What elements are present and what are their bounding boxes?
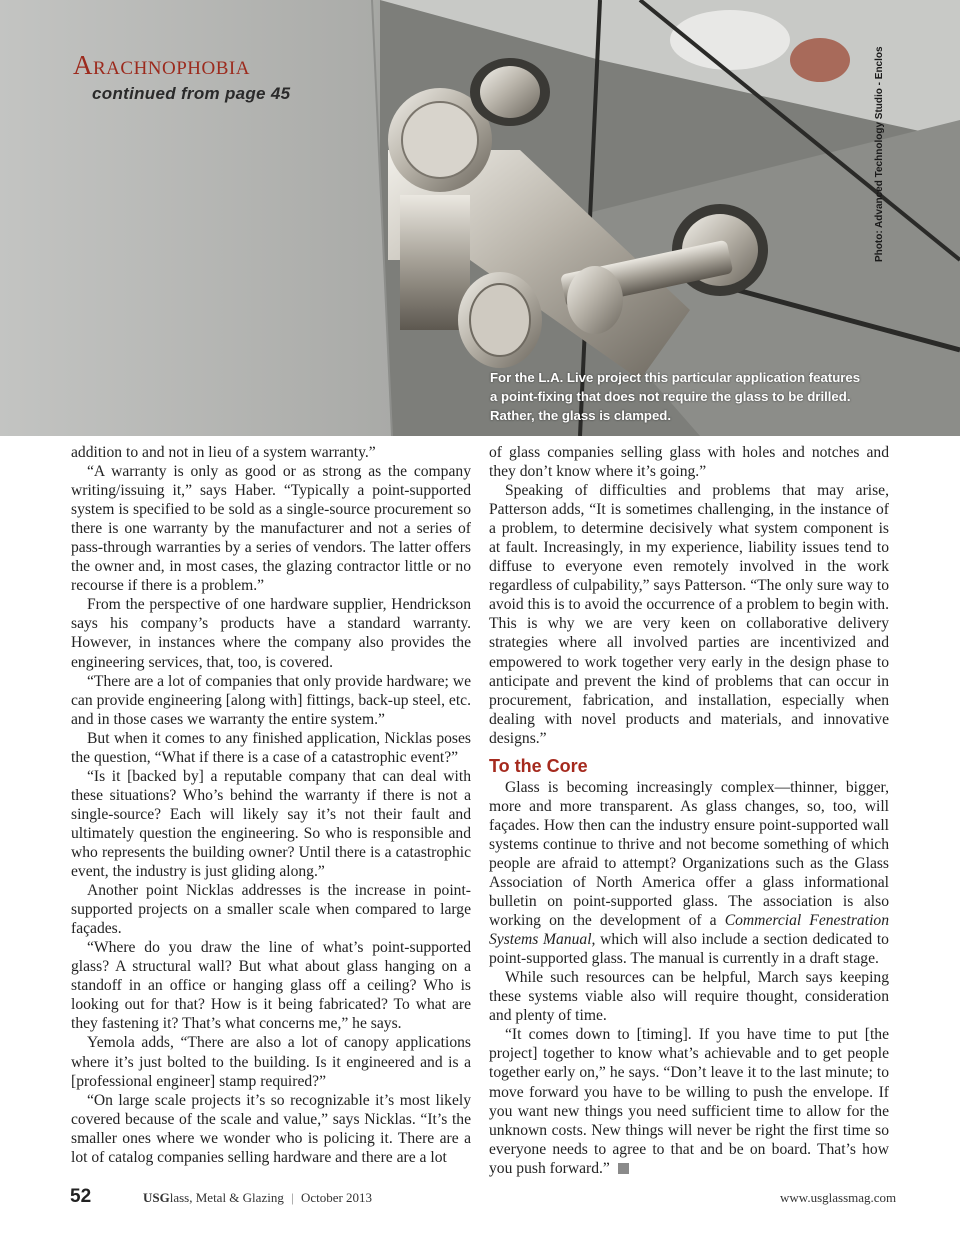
end-of-article-icon [618, 1163, 629, 1174]
page-number: 52 [70, 1186, 92, 1207]
body-paragraph: “On large scale projects it’s so recognizable it’s most likely covered because of the scale and value,” says Nicklas. “It’s the smaller ones where we wonder who is policing it. There are a lot of catalog companies selling hardware and there are a lot [71, 1091, 471, 1166]
right-text-column [489, 443, 889, 1178]
body-paragraph: of glass companies selling glass with holes and notches and they don’t know where it’s going.” [489, 444, 889, 481]
body-paragraph: But when it comes to any finished application, Nicklas poses the question, “What if there is a case of a catastrophic event?” [71, 729, 471, 766]
photo-credit: Photo: Advanced Technology Studio - Enclos [874, 46, 885, 262]
section-subhead: To the Core [489, 755, 588, 776]
body-paragraph: “There are a lot of companies that only provide hardware; we can provide engineering [along with] fittings, back-up steel, etc. and in those cases we warranty the entire system.” [71, 672, 471, 728]
text-run: Glass is becoming increasingly complex—thinner, bigger, more and more transparent. As glass changes, so, too, will façades. How then can the industry ensure point-supported wall systems continue to thrive and not become something of which people are afraid to attempt? Organizations such as the Glass Association of North America offer a glass informational bulletin on point-supported glass. The association is also working on the development of a [489, 778, 889, 930]
body-paragraph: “A warranty is only as good or as strong as the company writing/issuing it,” says Haber. “Typically a point-supported system is specified to be sold as a single-source procurement so there is one warranty by the manufacturer and not a series of pass-through warranties by a series of vendors. The latter offers the owner and, in most cases, the glazing contractor little or no recourse if there is a problem.” [71, 463, 471, 595]
text-run: “It comes down to [timing]. If you have time to put [the project] together to know what’s achievable and to get people together early on,” he says. “Don’t leave it to the last minute; to move forward you have to be willing to push the envelope. If you want new things you need sufficient time to allow for the unknown costs. New things will never be right the first time so everyone needs to agree to that and be on board. That’s how you push forward.” [489, 1026, 889, 1177]
magazine-brand: USG [143, 1190, 170, 1205]
body-paragraph [489, 1025, 889, 1177]
body-paragraph: Yemola adds, “There are also a lot of canopy applications where it’s just bolted to the building. Is it engineered and is a [professional engineer] stamp required?” [71, 1034, 471, 1090]
body-paragraph [489, 778, 889, 968]
website-link[interactable]: www.usglassmag.com [780, 1190, 897, 1205]
magazine-name: lass, Metal & Glazing [169, 1190, 284, 1205]
page-footer [0, 1180, 960, 1210]
body-paragraph: “Is it [backed by] a reputable company that can deal with these situations? Who’s behind the warranty if there is not a single-source? Each will likely say it’s not their fault and ultimately question the engineering. So who is responsible and who represents the building owner? Until there is a catastrophic event, the industry is just gliding along.” [71, 767, 471, 881]
issue-date: October 2013 [300, 1190, 373, 1205]
body-paragraph: “Where do you draw the line of what’s point-supported glass? A structural wall? But what about glass hanging on a standoff in an office or hanging glass off a ceiling? Who is looking out for that? How is it being fabricated? To what are they fastening it? That’s what concerns me,” he says. [71, 939, 471, 1033]
body-paragraph: While such resources can be helpful, March says keeping these systems viable also will require thought, consideration and plenty of time. [489, 969, 889, 1025]
publication-info [143, 1190, 372, 1206]
body-paragraph: Another point Nicklas addresses is the increase in point-supported projects on a smaller scale when compared to large façades. [71, 882, 471, 938]
photo-caption [490, 368, 910, 425]
caption-line: Rather, the glass is clamped. [490, 408, 672, 423]
continued-from-label: continued from page 45 [92, 84, 291, 103]
footer-separator: | [291, 1190, 294, 1205]
body-paragraph: Speaking of difficulties and problems that may arise, Patterson adds, “It is sometimes challenging, in the instance of a problem, to determine decisively what system component is at fault. Increasingly, in my experience, liability issues tend to diffuse to everyone even remotely involved in the work regardless of culpability,” says Patterson. “The only sure way to avoid this is to avoid the occurrence of a problem to begin with. This is why we are very keen on collaborative delivery strategies where all involved parties are incentivized and empowered to work together very early in the design phase to anticipate and prevent the kind of problems that can occur in procurement, fabrication, and installation, especially when dealing with novel products and materials, and innovative designs.” [489, 482, 889, 747]
body-paragraph: From the perspective of one hardware supplier, Hendrickson says his company’s products have a standard warranty. However, in instances where the company also provides the engineering services, that, too, is covered. [71, 596, 471, 671]
body-paragraph: addition to and not in lieu of a system warranty.” [71, 444, 376, 461]
left-text-column [71, 443, 471, 1167]
text-run: which will also include a section dedicated to point-supported glass. The manual is currently in a draft stage. [489, 931, 889, 968]
publication-title: Commercial Fenestration Systems Manual, [489, 912, 889, 949]
article-title: Arachnophobia [73, 50, 250, 80]
caption-line: a point-fixing that does not require the glass to be drilled. [490, 389, 851, 404]
feature-photo [0, 0, 960, 436]
caption-line: For the L.A. Live project this particular application features [490, 370, 861, 385]
